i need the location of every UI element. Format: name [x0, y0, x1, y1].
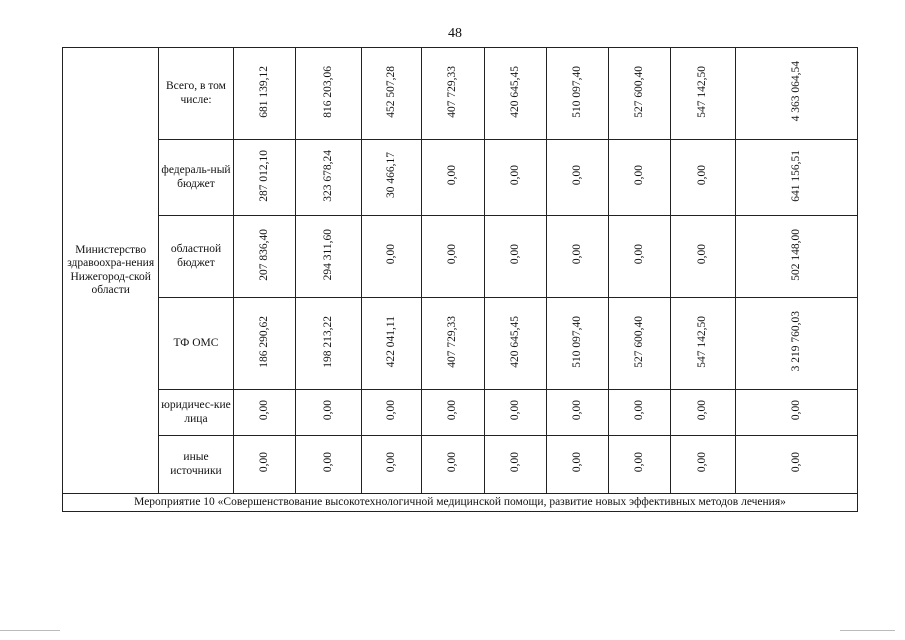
table-row — [63, 48, 858, 140]
value-cell: 547 142,50 — [671, 48, 735, 140]
value-cell: 186 290,62 — [233, 298, 295, 390]
value-cell: 420 645,45 — [484, 298, 546, 390]
value-cell: 0,00 — [609, 390, 671, 436]
value-cell: 0,00 — [671, 436, 735, 494]
value-cell: 0,00 — [422, 216, 484, 298]
value-cell: 294 311,60 — [295, 216, 361, 298]
value-cell: 0,00 — [609, 436, 671, 494]
source-cell: Всего, в том числе: — [159, 48, 233, 140]
value-cell: 0,00 — [609, 216, 671, 298]
source-cell: ТФ ОМС — [159, 298, 233, 390]
value-cell: 422 041,11 — [362, 298, 422, 390]
value-cell: 0,00 — [422, 436, 484, 494]
total-cell: 0,00 — [735, 390, 858, 436]
source-cell: областной бюджет — [159, 216, 233, 298]
value-cell: 0,00 — [484, 216, 546, 298]
value-cell: 0,00 — [484, 140, 546, 216]
source-cell: юридичес-кие лица — [159, 390, 233, 436]
value-cell: 0,00 — [546, 216, 608, 298]
value-cell: 816 203,06 — [295, 48, 361, 140]
value-cell: 407 729,33 — [422, 298, 484, 390]
table-row — [63, 494, 858, 512]
value-cell: 510 097,40 — [546, 298, 608, 390]
value-cell: 0,00 — [362, 436, 422, 494]
value-cell: 547 142,50 — [671, 298, 735, 390]
funding-table — [62, 47, 858, 512]
table-row — [63, 298, 858, 390]
source-cell: иные источники — [159, 436, 233, 494]
scan-artifact — [0, 630, 60, 631]
total-cell: 3 219 760,03 — [735, 298, 858, 390]
value-cell: 510 097,40 — [546, 48, 608, 140]
value-cell: 198 213,22 — [295, 298, 361, 390]
total-cell: 502 148,00 — [735, 216, 858, 298]
value-cell: 323 678,24 — [295, 140, 361, 216]
value-cell: 0,00 — [546, 140, 608, 216]
value-cell: 0,00 — [546, 436, 608, 494]
table-row — [63, 436, 858, 494]
organization-cell: Министерство здравоохра-нения Нижегород-ской области — [63, 48, 159, 494]
value-cell: 407 729,33 — [422, 48, 484, 140]
value-cell: 0,00 — [295, 436, 361, 494]
source-cell: федераль-ный бюджет — [159, 140, 233, 216]
value-cell: 681 139,12 — [233, 48, 295, 140]
value-cell: 0,00 — [422, 390, 484, 436]
value-cell: 420 645,45 — [484, 48, 546, 140]
table-row — [63, 140, 858, 216]
table-row — [63, 390, 858, 436]
scan-artifact — [840, 630, 895, 631]
value-cell: 0,00 — [362, 216, 422, 298]
value-cell: 452 507,28 — [362, 48, 422, 140]
value-cell: 0,00 — [362, 390, 422, 436]
value-cell: 0,00 — [484, 390, 546, 436]
value-cell: 0,00 — [295, 390, 361, 436]
value-cell: 527 600,40 — [609, 48, 671, 140]
value-cell: 0,00 — [484, 436, 546, 494]
table-row — [63, 216, 858, 298]
total-cell: 641 156,51 — [735, 140, 858, 216]
value-cell: 0,00 — [546, 390, 608, 436]
value-cell: 527 600,40 — [609, 298, 671, 390]
value-cell: 0,00 — [233, 390, 295, 436]
value-cell: 0,00 — [671, 390, 735, 436]
value-cell: 30 466,17 — [362, 140, 422, 216]
total-cell: 0,00 — [735, 436, 858, 494]
value-cell: 0,00 — [422, 140, 484, 216]
value-cell: 0,00 — [671, 216, 735, 298]
page-number: 48 — [448, 26, 462, 41]
value-cell: 0,00 — [609, 140, 671, 216]
value-cell: 0,00 — [671, 140, 735, 216]
value-cell: 207 836,40 — [233, 216, 295, 298]
total-cell: 4 363 064,54 — [735, 48, 858, 140]
value-cell: 287 012,10 — [233, 140, 295, 216]
event-heading: Мероприятие 10 «Совершенствование высокотехнологичной медицинской помощи, развитие новых эффективных методов лечения» — [63, 494, 858, 512]
value-cell: 0,00 — [233, 436, 295, 494]
